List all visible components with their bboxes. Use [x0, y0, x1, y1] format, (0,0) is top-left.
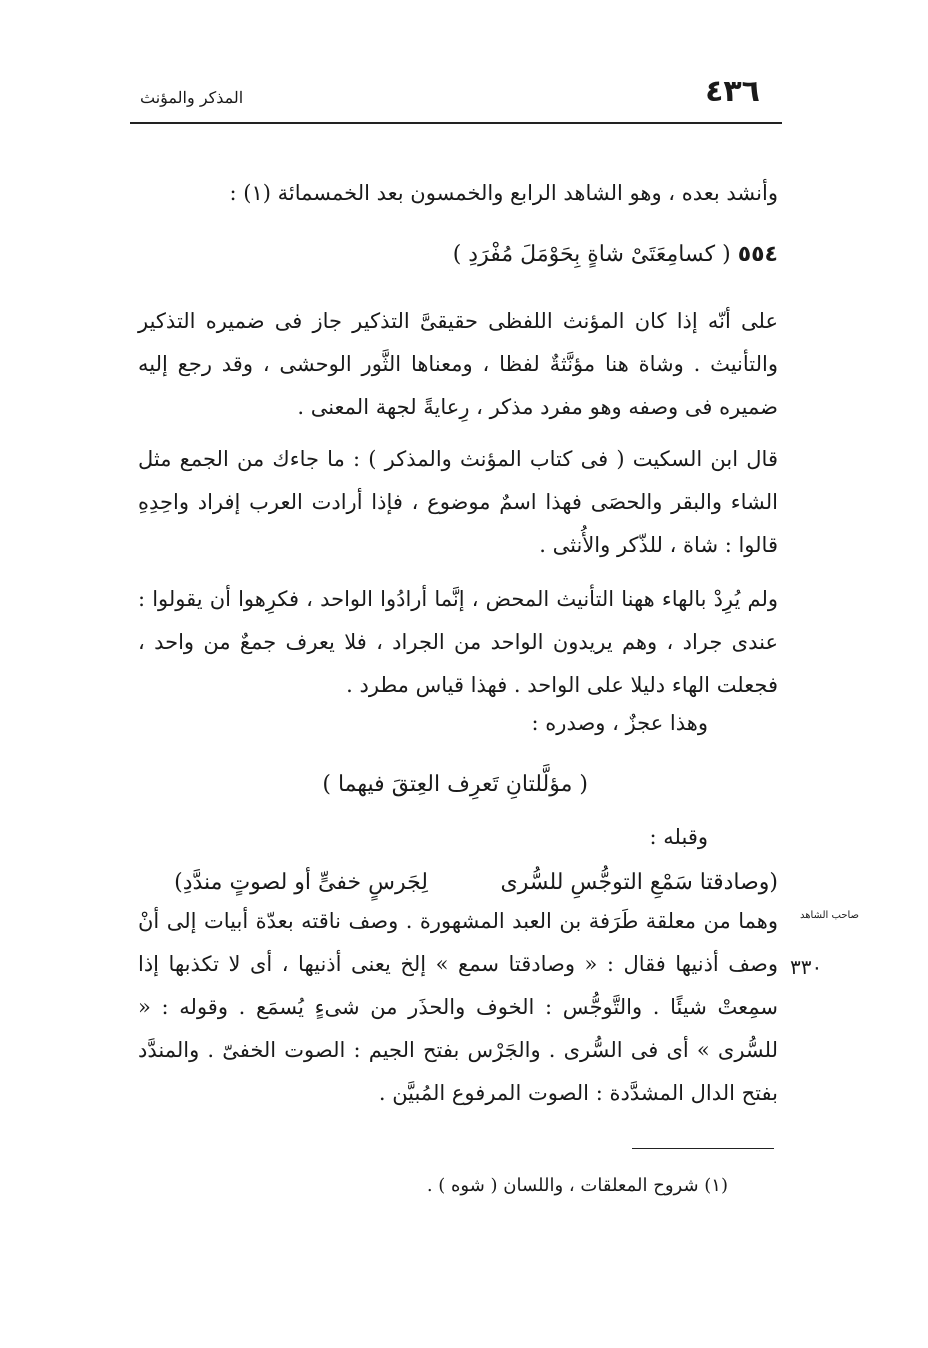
- verse-number: ٥٥٤: [737, 242, 778, 267]
- verse-554: [453, 240, 778, 270]
- page-header: [130, 70, 782, 120]
- margin-label: صاحب الشاهد: [800, 910, 860, 921]
- prev-verse-hemistich-1: (وصادقتا سَمْعِ التوجُّسِ للسُّرى: [500, 870, 778, 895]
- prev-verse-hemistich-2: لِجَرسٍ خفىٍّ أو لصوتٍ مندَّدِ): [174, 870, 428, 895]
- commentary: وهما من معلقة طَرَفة بن العبد المشهورة . وصف ناقته بعدّة أبيات إلى أنْ وصف أذنيها فقال : « وصادقتا سمع » إلخ يعنى أذنيها ، أى لا تكذبها إذا سمِعتْ شيئًا . والتَّوجُّس : الخوف والحذَر من شىءٍ يُسمَع . وقوله : « للسُّرى » أى فى السُّرى . والجَرْس بفتح الجيم : الصوت الخفىّ . والمندَّد بفتح الدال المشدَّدة : الصوت المرفوع المُبيَّن .: [138, 909, 778, 1105]
- sadr-verse: ( مؤلَّلتانِ تَعرِف العِتقَ فيهما ): [322, 772, 588, 797]
- before-line: وقبله :: [649, 825, 708, 849]
- ajz-line: وهذا عجزٌ ، وصدره :: [531, 711, 708, 735]
- verse-text: ( كسامِعَتَىْ شاةٍ بِحَوْمَلَ مُفْرَدِ ): [452, 242, 731, 267]
- header-rule: [130, 122, 782, 124]
- margin-line-number: ٣٣٠: [790, 955, 823, 979]
- running-head: المذكر والمؤنث: [140, 88, 244, 107]
- intro-line: وأنشد بعده ، وهو الشاهد الرابع والخمسون بعد الخمسمائة (١) :: [229, 181, 778, 205]
- paragraph-2: قال ابن السكيت ( فى كتاب المؤنث والمذكر ) : ما جاءك من الجمع مثل الشاء والبقر والحصَى فهذا اسمٌ موضوع ، فإذا أرادت العرب إفراد واحِدِهِ قالوا : شاة ، للذّكر والأُنثى .: [138, 447, 779, 557]
- footnote-rule: [632, 1148, 774, 1149]
- paragraph-1: على أنّه إذا كان المؤنث اللفظى حقيقىَّ التذكير جاز فى ضميره التذكير والتأنيث . وشاة هنا مؤنَّثةٌ لفظا ، ومعناها الثَّور الوحشى ، وقد رجع إليه ضميره فى وصفه وهو مفرد مذكر ، رِعايةً لجهة المعنى .: [138, 309, 778, 419]
- footnote: (١) شروح المعلقات ، واللسان ( شوه ) .: [426, 1175, 728, 1196]
- page-number: ٤٣٦: [705, 74, 760, 109]
- paragraph-3: ولم يُرِدْ بالهاء ههنا التأنيث المحض ، إنَّما أرادُوا الواحد ، فكرِهوا أن يقولوا : عندى جراد ، وهم يريدون الواحد من الجراد ، فلا يعرف جمعٌ من واحد ، فجعلت الهاء دليلا على الواحد . فهذا قياس مطرد .: [138, 587, 778, 697]
